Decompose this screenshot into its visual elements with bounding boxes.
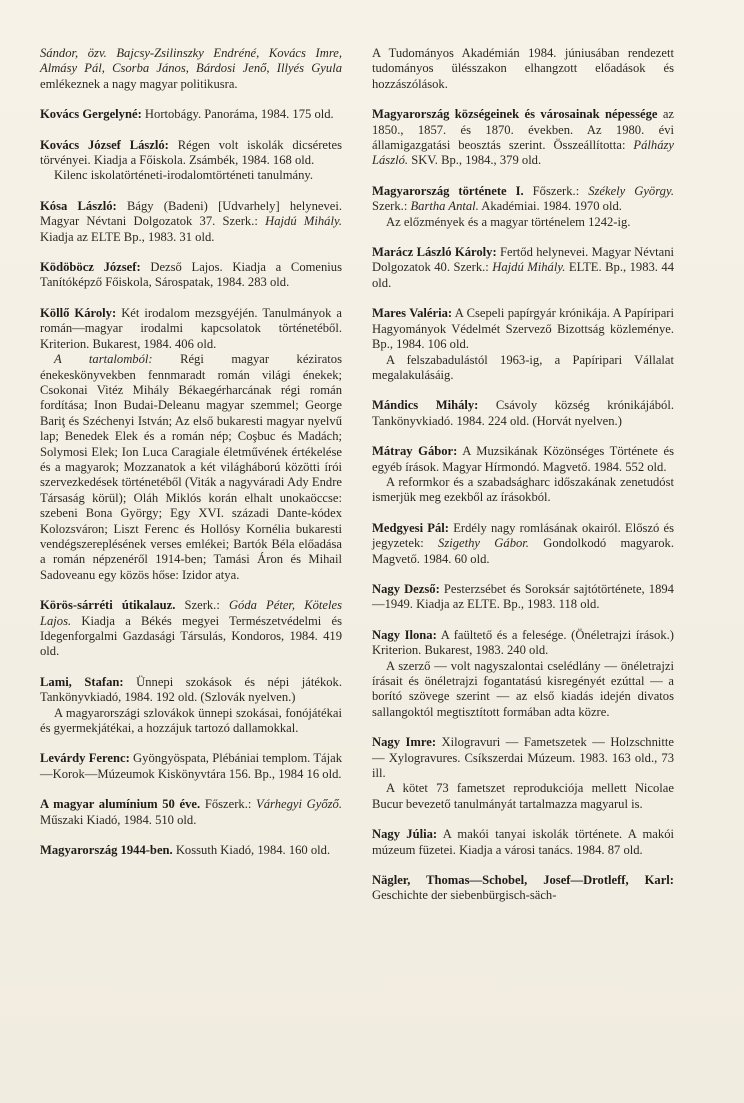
bibliography-entry: [372, 827, 674, 858]
body-text: Kilenc iskolatörténeti-irodalomtörténeti tanulmány.: [54, 168, 314, 183]
body-text: Csávoly község krónikájából. Tankönyvkiadó. 1984. 224 old. (Horvát nyelven.): [372, 398, 675, 428]
entry-citation: [40, 306, 342, 352]
bibliography-entry: [40, 46, 342, 92]
body-text: Régen volt iskolák dicséretes törvényei. Kiadja a Főiskola. Zsámbék, 1984. 168 old.: [40, 137, 342, 168]
italic-text: Székely György.: [588, 183, 674, 198]
body-text: SKV. Bp., 1984., 379 old.: [408, 153, 542, 168]
body-text: Geschichte der siebenbürgisch-säch-: [372, 888, 557, 903]
bibliography-entry: [40, 260, 342, 291]
body-text: Fertőd helynevei. Magyar Névtani Dolgozatok 40. Szerk.:: [372, 245, 675, 275]
entry-citation: [40, 107, 342, 122]
body-text: Dezső Lajos. Kiadja a Comenius Tanítóképző Főiskola, Sárospatak, 1984. 283 old.: [40, 260, 342, 290]
entry-heading: Medgyesi Pál:: [372, 520, 449, 535]
entry-heading: Levárdy Ferenc:: [40, 751, 130, 766]
entry-heading: Kósa László:: [40, 198, 117, 213]
body-text: A makói tanyai iskolák története. A makói múzeum füzetei. Kiadja a városi tanács. 1984. 87 old.: [372, 827, 674, 857]
italic-text: Sándor, özv. Bajcsy-Zsilinszky Endréné, Kovács Imre, Almásy Pál, Csorba János, Bárdosi Jenő, Illyés Gyula: [40, 46, 342, 76]
bibliography-entry: [40, 306, 342, 583]
entry-citation: [40, 797, 342, 828]
entry-heading: Mares Valéria:: [372, 306, 453, 321]
entry-heading: Lami, Stafan:: [40, 674, 124, 689]
bibliography-entry: [372, 107, 674, 169]
entry-heading: Nagy Júlia:: [372, 827, 438, 842]
body-text: A reformkor és a szabadságharc időszakának zenetudóst ismerjük meg ezekből az írásokból.: [372, 474, 674, 505]
body-text: Pesterzsébet és Soroksár sajtótörténete, 1894—1949. Kiadja az ELTE. Bp., 1983. 118 old.: [372, 581, 674, 612]
bibliography-entry: [372, 398, 674, 429]
entry-citation: [40, 843, 342, 858]
entry-citation: [372, 521, 674, 567]
entry-annotation: [40, 706, 342, 737]
bibliography-entry: [40, 107, 342, 122]
entry-citation: [372, 582, 674, 613]
body-text: A felszabadulástól 1963-ig, a Papíripari Vállalat megalakulásáig.: [372, 352, 674, 382]
body-text: Hortobágy. Panoráma, 1984. 175 old.: [141, 107, 334, 122]
body-text: az 1850., 1857. és 1870. években. Az 1980. évi államigazgatási beosztás szerint. Összeállította:: [372, 107, 674, 153]
italic-text: Góda Péter, Köteles Lajos.: [40, 598, 342, 628]
entry-annotation: [372, 659, 674, 721]
italic-text: Pálházy László.: [372, 138, 674, 168]
bibliography-entry: [372, 184, 674, 230]
entry-heading: Magyarország 1944-ben.: [40, 843, 173, 858]
body-text: Szerk.:: [372, 199, 411, 214]
entry-heading: Ködöböcz József:: [40, 260, 141, 275]
body-text: Főszerk.:: [523, 183, 589, 198]
body-text: Ünnepi szokások és népi játékok. Tankönyvkiadó, 1984. 192 old. (Szlovák nyelven.): [40, 674, 342, 705]
entry-citation: [372, 398, 674, 429]
body-text: Kossuth Kiadó, 1984. 160 old.: [172, 843, 331, 858]
body-text: Főszerk.:: [200, 797, 257, 812]
bibliography-entry: [372, 306, 674, 383]
entry-citation: [40, 138, 342, 169]
entry-annotation: [372, 781, 674, 812]
body-text: A faültető és a felesége. (Önéletrajzi írások.) Kriterion. Bukarest, 1983. 240 old.: [372, 627, 674, 658]
body-text: Xilogravuri — Fametszetek — Holzschnitte — Xylogravures. Csíkszerdai Múzeum. 1983. 163 old., 73 ill.: [372, 735, 674, 781]
body-text: Akadémiai. 1984. 1970 old.: [478, 199, 622, 214]
body-text: Kiadja a Békés megyei Természetvédelmi és Idegenforgalmi Gazdasági Társulás, Kondoros, 1984. 419 old.: [40, 613, 342, 659]
entry-citation: [372, 245, 674, 291]
entry-heading: Nagy Dezső:: [372, 581, 440, 596]
entry-heading: Nagy Ilona:: [372, 627, 437, 642]
bibliography-entry: [372, 628, 674, 720]
entry-citation: [40, 199, 342, 245]
body-text: emlékeznek a nagy magyar politikusra.: [40, 76, 238, 91]
body-text: Gondolkodó magyarok. Magvető. 1984. 60 old.: [372, 536, 674, 566]
bibliography-entry: [372, 46, 674, 92]
entry-heading: Marácz László Károly:: [372, 245, 497, 260]
entry-citation: [372, 444, 674, 475]
entry-citation: [372, 628, 674, 659]
entry-heading: Mándics Mihály:: [372, 398, 479, 413]
bibliography-entry: [372, 521, 674, 567]
italic-text: Hajdú Mihály.: [265, 214, 343, 229]
bibliography-entry: [372, 444, 674, 506]
entry-annotation: [372, 215, 674, 230]
left-column: [40, 46, 342, 873]
entry-heading: Kovács József László:: [40, 137, 169, 152]
bibliography-entry: [40, 751, 342, 782]
body-text: Gyöngyöspata, Plébániai templom. Tájak—Korok—Múzeumok Kiskönyvtára 156. Bp., 1984 16 old.: [40, 751, 342, 781]
body-text: A Tudományos Akadémián 1984. júniusában rendezett tudományos ülésszakon elhangzott előadások és hozzászólások.: [372, 46, 674, 91]
entry-heading: Köllő Károly:: [40, 305, 117, 320]
entry-citation: [372, 873, 674, 904]
entry-citation: [40, 260, 342, 291]
body-text: Kiadja az ELTE Bp., 1983. 31 old.: [40, 229, 215, 244]
body-text: A szerző — volt nagyszalontai cselédlány — önéletrajzi írásait és önéletrajzi fogantatású kisregényét ezúttal — a borító szövege szerint — az első kiadás idején divatos sallangoktól megtisztított formában adta közre.: [372, 658, 674, 719]
entry-citation: [40, 598, 342, 660]
body-text: A magyarországi szlovákok ünnepi szokásai, fonójátékai és gyermekjátékai, a hozzájuk tartozó dallamokkal.: [40, 705, 342, 736]
entry-heading: A magyar alumínium 50 éve.: [40, 797, 201, 812]
body-text: Erdély nagy romlásának okairól. Előszó és jegyzetek:: [372, 520, 674, 551]
entry-annotation: [40, 168, 342, 183]
entry-heading: Magyarország története I.: [372, 183, 524, 198]
entry-citation: [40, 751, 342, 782]
bibliography-entry: [372, 245, 674, 291]
body-text: Két irodalom mezsgyéjén. Tanulmányok a román—magyar irodalmi kapcsolatok történetéből. Kriterion. Bukarest, 1984. 406 old.: [40, 305, 343, 351]
entry-heading: Nägler, Thomas—Schobel, Josef—Drotleff, Karl:: [372, 873, 674, 888]
body-text: A kötet 73 fametszet reprodukciója mellett Nicolae Bucur bevezető tanulmányát tartalmazza magyarul is.: [372, 781, 674, 811]
entry-annotation: [40, 352, 342, 583]
body-text: Régi magyar kéziratos énekeskönyvekben fennmaradt román világi énekek; Csokonai Vitéz Mihály Békaegérharcának régi román fordítása; Inon Budai-Deleanu magyar szemmel; George Bariţ és Széchenyi István; Az első bukaresti magyar nyelvű lap; Benedek Elek és a román nép; Coşbuc és Madách; Solymosi Elek; Ion Luca Caragiale életművének értékelése és a magyarok; Mozzanatok a két világháború közötti írói szervezkedések történetéből (Viták a nagyváradi Ady Endre Társaság körül); Oláh Miklós korán elhalt unokaöccse: szebeni Bona György; Egy XVI. századi Dante-kódex Kolozsváron; Liszt Ferenc és Hollósy Kornélia bukaresti vendégszereplésének verses emlékei; Bartók Béla előadása a román népzenéről 1914-ben; Tamási Áron és Mihail Sadoveanu egy közös hőse: Izidor atya.: [40, 352, 342, 582]
body-text: Műszaki Kiadó, 1984. 510 old.: [40, 812, 197, 827]
bibliography-entry: [40, 598, 342, 660]
entry-citation: [40, 46, 342, 92]
italic-text: Bartha Antal.: [410, 199, 479, 214]
body-text: Bágy (Badeni) [Udvarhely] helynevei. Magyar Névtani Dolgozatok 37. Szerk.:: [40, 198, 342, 229]
entry-citation: [372, 735, 674, 781]
italic-text: Hajdú Mihály.: [492, 260, 566, 275]
body-text: Az előzmények és a magyar történelem 1242-ig.: [386, 214, 631, 229]
italic-text: Várhegyi Győző.: [256, 797, 342, 812]
body-text: ELTE. Bp., 1983. 44 old.: [372, 260, 675, 290]
bibliography-entry: [372, 873, 674, 904]
body-text: Szerk.:: [175, 598, 229, 613]
entry-heading: Mátray Gábor:: [372, 444, 458, 459]
bibliography-entry: [40, 199, 342, 245]
italic-text: Szigethy Gábor.: [438, 536, 529, 551]
entry-citation: [372, 46, 674, 92]
right-column: [372, 46, 674, 919]
entry-annotation: [372, 475, 674, 506]
body-text: A Muzsikának Közönséges Története és egyéb írások. Magyar Hírmondó. Magvető. 1984. 552 old.: [372, 444, 674, 474]
bibliography-entry: [40, 675, 342, 737]
entry-citation: [372, 306, 674, 352]
body-text: A Csepeli papírgyár krónikája. A Papíripari Hagyományok Védelmét Szervező Bizottság közleménye. Bp., 1984. 106 old.: [372, 306, 674, 352]
entry-citation: [372, 827, 674, 858]
entry-heading: Kovács Gergelyné:: [40, 107, 142, 122]
entry-heading: Magyarország községeinek és városainak népessége: [372, 107, 658, 122]
entry-citation: [40, 675, 342, 706]
bibliography-entry: [40, 138, 342, 184]
bibliography-entry: [372, 735, 674, 812]
bibliography-entry: [40, 797, 342, 828]
entry-annotation: [372, 353, 674, 384]
entry-heading: Körös-sárréti útikalauz.: [40, 598, 176, 613]
entry-heading: Nagy Imre:: [372, 735, 437, 750]
italic-text: A tartalomból:: [54, 352, 153, 367]
bibliography-entry: [40, 843, 342, 858]
bibliography-entry: [372, 582, 674, 613]
entry-citation: [372, 107, 674, 169]
entry-citation: [372, 184, 674, 215]
